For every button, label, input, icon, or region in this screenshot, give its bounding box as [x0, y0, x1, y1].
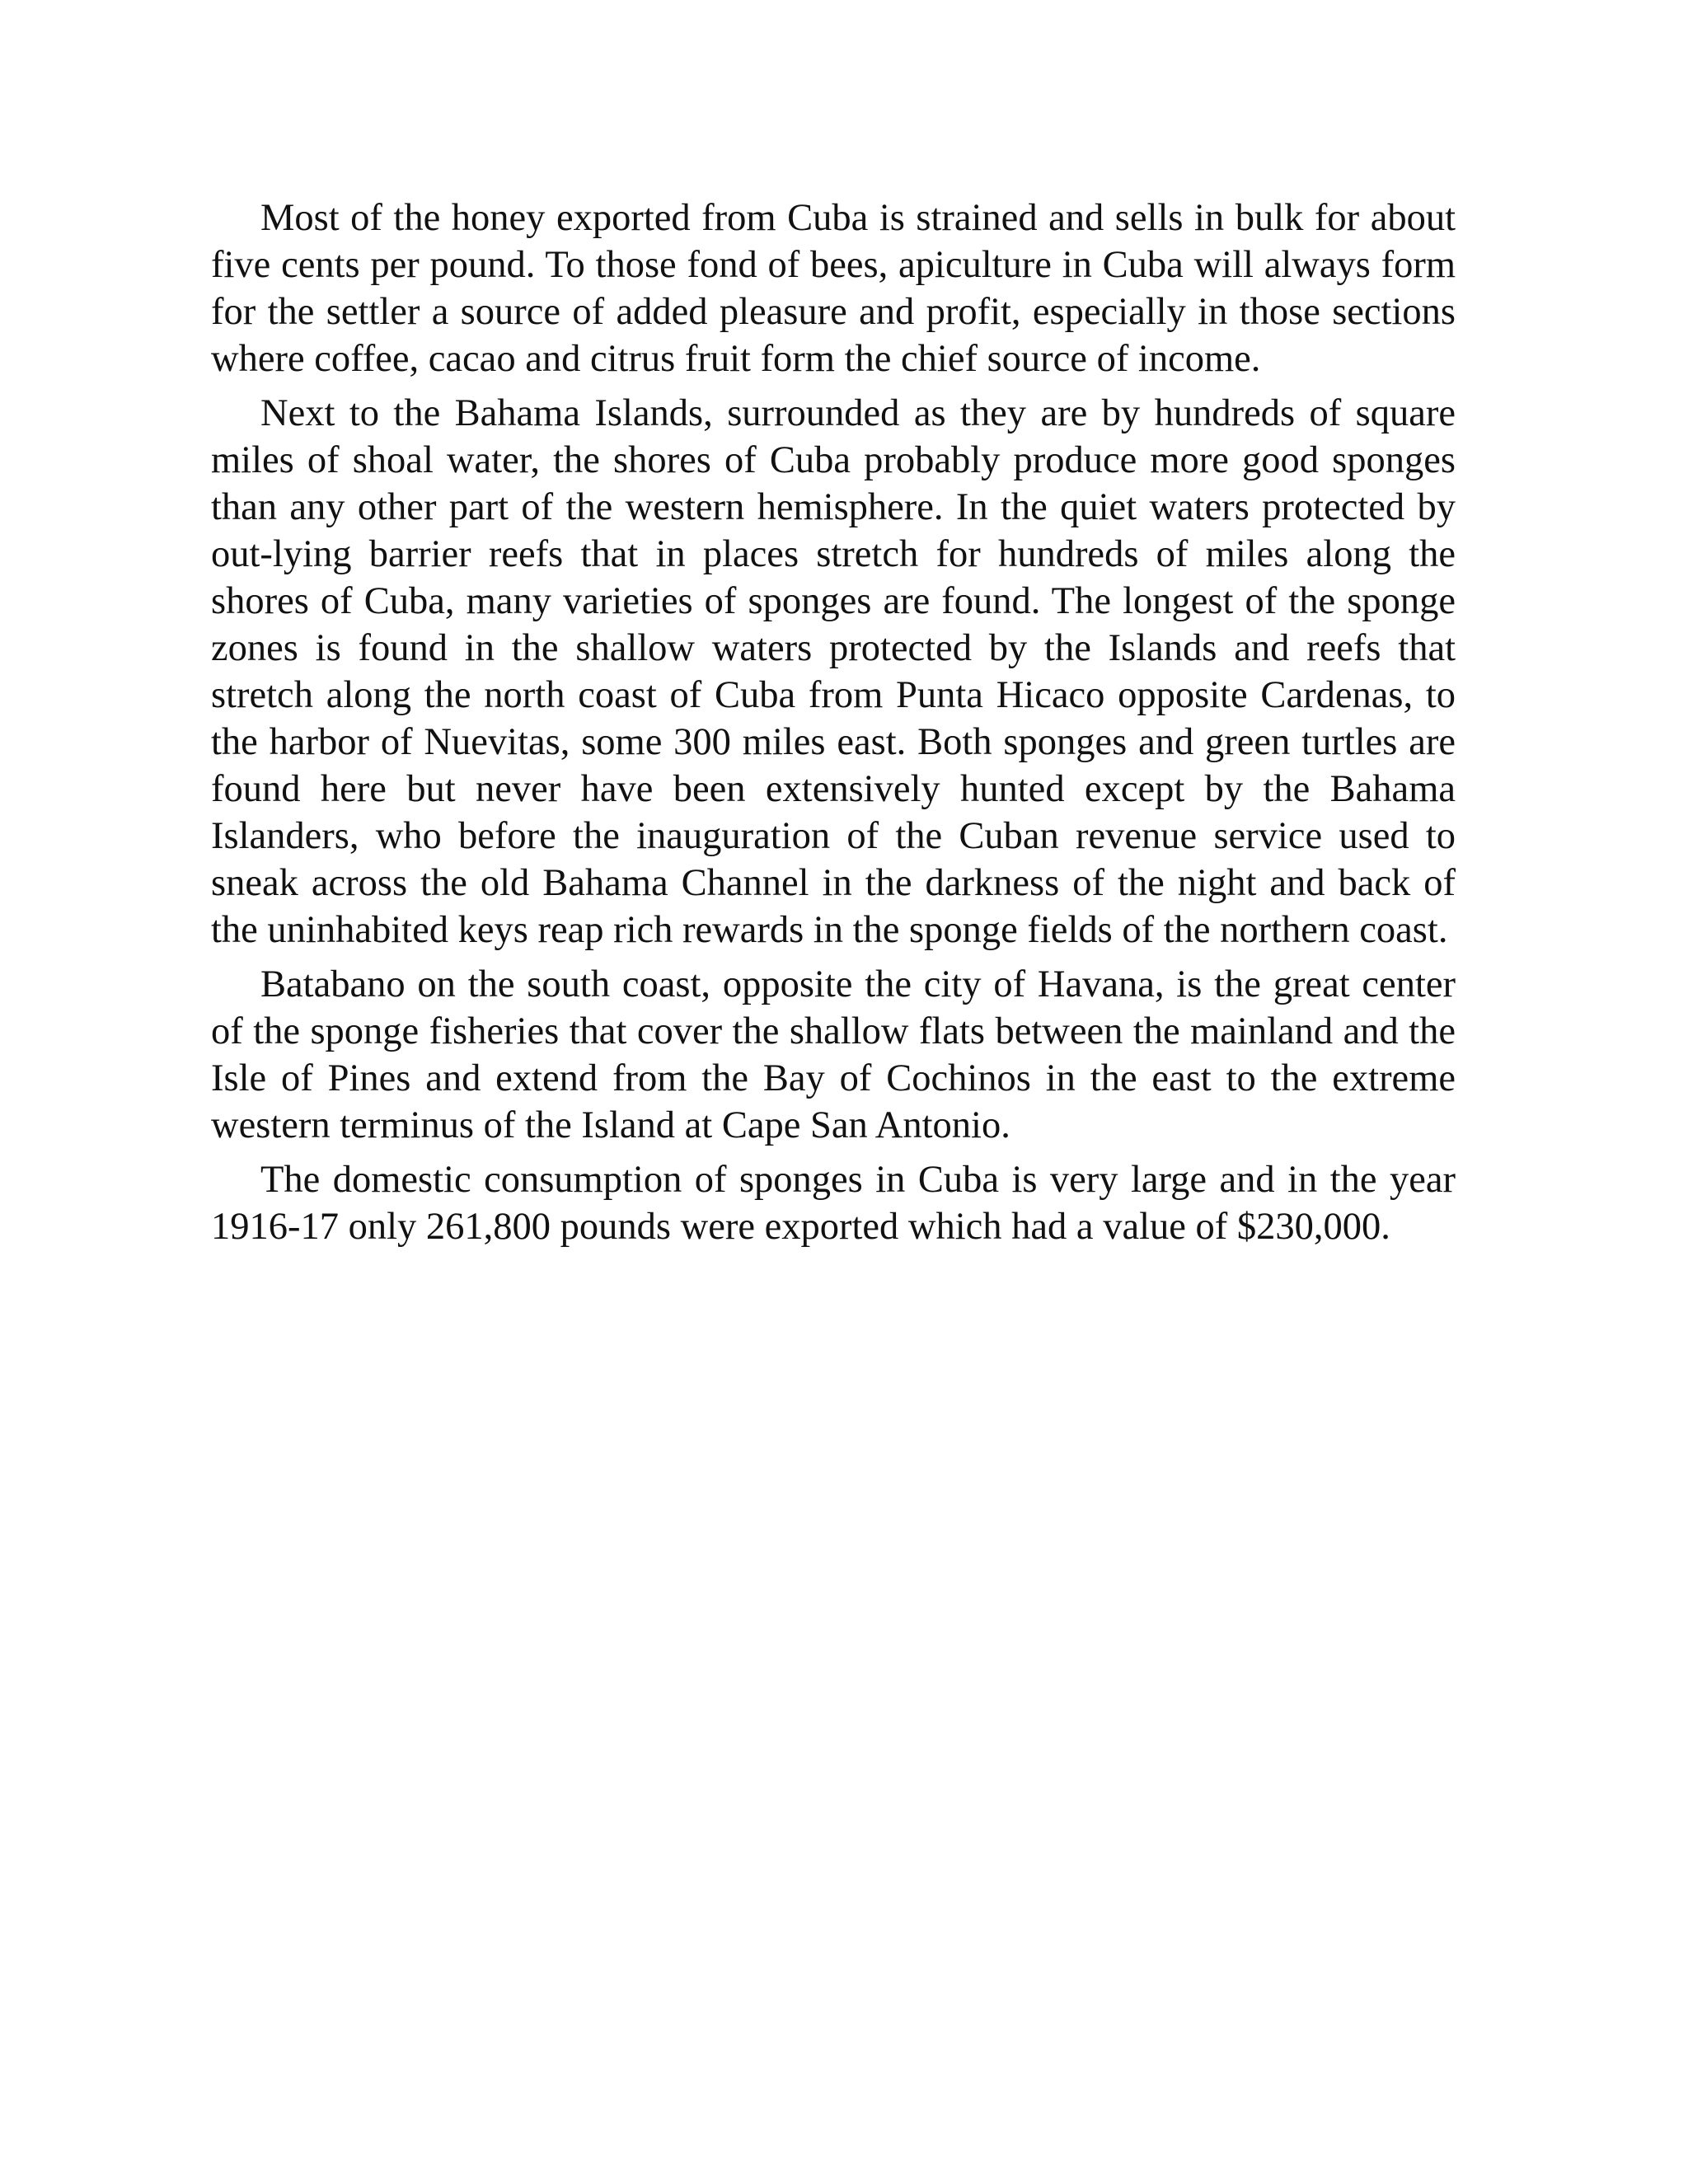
paragraph-batabano-fisheries: Batabano on the south coast, opposite the city of Havana, is the great center of the sponge fisheries that cover the shallow flats between the mainland and the Isle of Pines and extend from the Bay of Cochinos in the east to the extreme western terminus of the Island at Cape San Antonio. [211, 963, 1456, 1146]
paragraph-sponge-exports: The domestic consumption of sponges in Cuba is very large and in the year 1916-17 only 261,800 pounds were exported which had a value of $230,000. [211, 1159, 1456, 1248]
body-text [211, 194, 1456, 1258]
paragraph-honey-exports: Most of the honey exported from Cuba is strained and sells in bulk for about five cents per pound. To those fond of bees, apiculture in Cuba will always form for the settler a source of added pleasure and profit, especially in those sections where coffee, cacao and citrus fruit form the chief source of income. [211, 197, 1456, 380]
paragraph-north-coast-sponges: Next to the Bahama Islands, surrounded as they are by hundreds of square miles of shoal water, the shores of Cuba probably produce more good sponges than any other part of the western hemisphere. In the quiet waters protected by out-lying barrier reefs that in places stretch for hundreds of miles along the shores of Cuba, many varieties of sponges are found. The longest of the sponge zones is found in the shallow waters protected by the Islands and reefs that stretch along the north coast of Cuba from Punta Hicaco opposite Cardenas, to the harbor of Nuevitas, some 300 miles east. Both sponges and green turtles are found here but never have been extensively hunted except by the Bahama Islanders, who before the inauguration of the Cuban revenue service used to sneak across the old Bahama Channel in the darkness of the night and back of the uninhabited keys reap rich rewards in the sponge fields of the northern coast. [211, 392, 1456, 951]
